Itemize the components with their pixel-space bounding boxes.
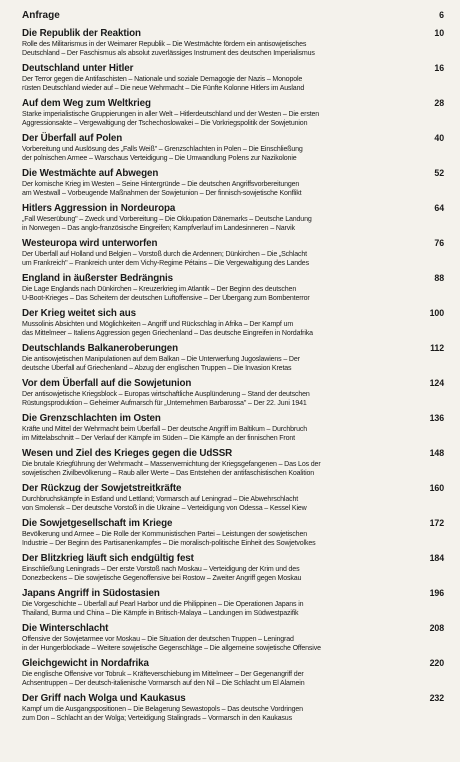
toc-entry-heading <box>22 27 444 40</box>
chapter-page-number: 124 <box>429 378 444 388</box>
toc-entries <box>22 27 444 723</box>
toc-entry-heading <box>22 622 444 635</box>
toc-entry <box>22 622 444 653</box>
chapter-summary-line: Offensive der Sowjetarmee vor Moskau – Die Situation der deutschen Truppen – Leningrad <box>22 636 294 643</box>
chapter-summary-line: das Mittelmeer – Italiens Aggression gegen Griechenland – Das deutsche Eingreifen in Nordafrika <box>22 330 313 337</box>
chapter-title: Hitlers Aggression in Nordeuropa <box>22 203 176 214</box>
intro-page-number: 6 <box>439 10 444 20</box>
chapter-summary-line: deutsche Überfall auf Griechenland – Abzug der englischen Truppen – Die Invasion Kretas <box>22 365 292 372</box>
chapter-title: Japans Angriff in Südostasien <box>22 588 160 599</box>
chapter-summary-line: in Norwegen – Das anglo-französische Eingreifen; Kampfverlauf im Landesinneren – Narvik <box>22 225 295 232</box>
chapter-title: Die Westmächte auf Abwegen <box>22 168 159 179</box>
toc-entry-heading <box>22 412 444 425</box>
chapter-page-number: 184 <box>429 553 444 563</box>
chapter-summary-line: Einschließung Leningrads – Der erste Vorstoß nach Moskau – Verteidigung der Krim und des <box>22 566 300 573</box>
chapter-summary-line: der polnischen Armee – Warschaus Verteidigung – Die Umwandlung Polens zur Nazikolonie <box>22 155 297 162</box>
toc-entry-heading <box>22 237 444 250</box>
chapter-page-number: 28 <box>434 98 444 108</box>
chapter-page-number: 172 <box>429 518 444 528</box>
chapter-summary-line: von Smolensk – Der deutsche Vorstoß in die Ukraine – Verteidigung von Odessa – Kessel Kiew <box>22 505 307 512</box>
chapter-page-number: 196 <box>429 588 444 598</box>
toc-entry-heading <box>22 132 444 145</box>
chapter-summary-line: um Frankreich" – Frankreich unter dem Vichy-Regime Pétains – Die Vergewaltigung des Landes <box>22 260 309 267</box>
chapter-summary-line: rüsten Deutschland wieder auf – Die neue Wehrmacht – Die Fünfte Kolonne Hitlers im Ausland <box>22 85 305 92</box>
chapter-title: Die Grenzschlachten im Osten <box>22 413 161 424</box>
chapter-title: Der Griff nach Wolga und Kaukasus <box>22 693 186 704</box>
chapter-page-number: 232 <box>429 693 444 703</box>
chapter-summary-line: Der Überfall auf Holland und Belgien – Vorstoß durch die Ardennen; Dünkirchen – Die „Schlacht <box>22 251 307 258</box>
chapter-page-number: 88 <box>434 273 444 283</box>
chapter-summary-line: in der Hungerblockade – Weitere sowjetische Gegenschläge – Die allgemeine sowjetische Offensive <box>22 645 321 652</box>
chapter-title: Auf dem Weg zum Weltkrieg <box>22 98 151 109</box>
chapter-page-number: 64 <box>434 203 444 213</box>
chapter-page-number: 52 <box>434 168 444 178</box>
chapter-summary-line: Kampf um die Ausgangspositionen – Die Belagerung Sewastopols – Das deutsche Vordringen <box>22 706 303 713</box>
toc-entry <box>22 27 444 58</box>
chapter-page-number: 208 <box>429 623 444 633</box>
chapter-summary-line: Donezbeckens – Die sowjetische Gegenoffensive bei Rostow – Zweiter Angriff gegen Moskau <box>22 575 302 582</box>
toc-entry-heading <box>22 657 444 670</box>
toc-entry <box>22 377 444 408</box>
toc-entry <box>22 692 444 723</box>
toc-entry-heading <box>22 482 444 495</box>
chapter-page-number: 160 <box>429 483 444 493</box>
chapter-title: Westeuropa wird unterworfen <box>22 238 158 249</box>
toc-entry-heading <box>22 517 444 530</box>
toc-entry <box>22 202 444 233</box>
chapter-title: England in äußerster Bedrängnis <box>22 273 173 284</box>
toc-entry <box>22 587 444 618</box>
chapter-summary-line: Die Lage Englands nach Dünkirchen – Kreuzerkrieg im Atlantik – Der Beginn des deutschen <box>22 286 297 293</box>
toc-entry-heading <box>22 62 444 75</box>
toc-entry-heading <box>22 307 444 320</box>
chapter-summary-line: sowjetischen Zivilbevölkerung – Raub aller Werte – Das Entstehen der antifaschistischen Koalition <box>22 470 315 477</box>
toc-entry-heading <box>22 447 444 460</box>
chapter-title: Deutschland unter Hitler <box>22 63 134 74</box>
chapter-title: Die Sowjetgesellschaft im Kriege <box>22 518 173 529</box>
chapter-summary-line: Aggressionsakte – Vergewaltigung der Tschechoslowakei – Die Vorkriegspolitik der Sowjetunion <box>22 120 308 127</box>
chapter-title: Wesen und Ziel des Krieges gegen die UdSSR <box>22 448 233 459</box>
chapter-summary-line: Deutschland – Der Faschismus als absolut zuverlässiges Instrument des deutschen Imperialismus <box>22 50 315 57</box>
chapter-summary-line: Die brutale Kriegführung der Wehrmacht – Massenvernichtung der Kriegsgefangenen – Das Los der <box>22 461 321 468</box>
chapter-summary-line: Durchbruchskämpfe in Estland und Lettland; Vormarsch auf Leningrad – Die Abwehrschlacht <box>22 496 299 503</box>
toc-entry-heading <box>22 587 444 600</box>
chapter-summary-line: Der komische Krieg im Westen – Seine Hintergründe – Die deutschen Angriffsvorbereitungen <box>22 181 300 188</box>
chapter-summary-line: Bevölkerung und Armee – Die Rolle der Kommunistischen Partei – Leistungen der sowjetischen <box>22 531 307 538</box>
chapter-title: Deutschlands Balkaneroberungen <box>22 343 178 354</box>
chapter-summary-line: im Mittelabschnitt – Der Verlauf der Kämpfe im Süden – Die Kämpfe an der finnischen Front <box>22 435 295 442</box>
chapter-summary-line: am Westwall – Vorbeugende Maßnahmen der Sowjetunion – Der finnisch-sowjetische Konflikt <box>22 190 302 197</box>
toc-entry <box>22 307 444 338</box>
toc-entry-heading <box>22 377 444 390</box>
chapter-summary-line: Industrie – Der Beginn des Partisanenkampfes – Die moralisch-politische Einheit des Sowjetvolkes <box>22 540 316 547</box>
chapter-title: Der Überfall auf Polen <box>22 133 123 144</box>
chapter-page-number: 112 <box>430 343 444 353</box>
chapter-title: Der Rückzug der Sowjetstreitkräfte <box>22 483 182 494</box>
toc-entry <box>22 62 444 93</box>
chapter-title: Die Republik der Reaktion <box>22 28 141 39</box>
toc-entry <box>22 657 444 688</box>
chapter-summary-line: zum Don – Schlacht an der Wolga; Verteidigung Stalingrads – Vormarsch in den Kaukasus <box>22 715 292 722</box>
chapter-summary-line: Mussolinis Absichten und Möglichkeiten – Angriff und Rückschlag in Afrika – Der Kampf um <box>22 321 294 328</box>
chapter-summary-line: Die englische Offensive vor Tobruk – Kräfteverschiebung im Mittelmeer – Der Gegenangriff der <box>22 671 304 678</box>
chapter-summary-line: Rolle des Militarismus in der Weimarer Republik – Die Westmächte fördern ein antisowjetisches <box>22 41 307 48</box>
chapter-title: Gleichgewicht in Nordafrika <box>22 658 149 669</box>
intro-title: Anfrage <box>22 10 60 21</box>
chapter-page-number: 100 <box>429 308 444 318</box>
toc-entry-heading <box>22 692 444 705</box>
chapter-page-number: 40 <box>434 133 444 143</box>
toc-entry <box>22 517 444 548</box>
chapter-title: Der Blitzkrieg läuft sich endgültig fest <box>22 553 194 564</box>
chapter-page-number: 136 <box>429 413 444 423</box>
chapter-summary-line: „Fall Weserübung" – Zweck und Vorbereitung – Die Okkupation Dänemarks – Deutsche Landung <box>22 216 312 223</box>
chapter-summary-line: Thailand, Burma und China – Die Kämpfe in Britisch-Malaya – Landungen im Südwestpazifik <box>22 610 299 617</box>
chapter-summary-line: U-Boot-Krieges – Das Scheitern der deutschen Luftoffensive – Der Übergang zum Bombenterror <box>22 295 310 302</box>
toc-entry-heading <box>22 97 444 110</box>
chapter-page-number: 16 <box>434 63 444 73</box>
toc-entry <box>22 482 444 513</box>
chapter-title: Der Krieg weitet sich aus <box>22 308 137 319</box>
toc-entry <box>22 447 444 478</box>
toc-entry <box>22 412 444 443</box>
chapter-summary-line: Der antisowjetische Kriegsblock – Europas wirtschaftliche Ausplünderung – Stand der deutschen <box>22 391 310 398</box>
chapter-page-number: 10 <box>434 28 444 38</box>
chapter-summary-line: Die Vorgeschichte – Überfall auf Pearl Harbor und die Philippinen – Die Operationen Japans in <box>22 601 304 608</box>
chapter-summary-line: Vorbereitung und Auslösung des „Falls Weiß" – Grenzschlachten in Polen – Die Einschließung <box>22 146 303 153</box>
chapter-summary-line: Der Terror gegen die Antifaschisten – Nationale und soziale Demagogie der Nazis – Monopole <box>22 76 303 83</box>
chapter-page-number: 220 <box>429 658 444 668</box>
chapter-summary-line: Die antisowjetischen Manipulationen auf dem Balkan – Die Unterwerfung Jugoslawiens – Der <box>22 356 300 363</box>
chapter-summary-line: Achsentruppen – Der deutsch-italienische Vormarsch auf den Nil – Die Schlacht um El Alamein <box>22 680 305 687</box>
toc-entry <box>22 132 444 163</box>
toc-entry-heading <box>22 342 444 355</box>
toc-entry <box>22 342 444 373</box>
toc-entry <box>22 167 444 198</box>
chapter-page-number: 148 <box>429 448 444 458</box>
toc-entry-heading <box>22 202 444 215</box>
chapter-page-number: 76 <box>434 238 444 248</box>
toc-entry-heading <box>22 167 444 180</box>
toc-entry <box>22 272 444 303</box>
toc-entry <box>22 552 444 583</box>
chapter-summary-line: Starke imperialistische Gruppierungen in aller Welt – Hitlerdeutschland und der Westen – Die ersten <box>22 111 320 118</box>
toc-intro-row <box>22 10 444 21</box>
toc-entry-heading <box>22 272 444 285</box>
toc-entry-heading <box>22 552 444 565</box>
chapter-title: Vor dem Überfall auf die Sowjetunion <box>22 378 192 389</box>
toc-entry <box>22 237 444 268</box>
chapter-summary-line: Kräfte und Mittel der Wehrmacht beim Überfall – Der deutsche Angriff im Baltikum – Durchbruch <box>22 426 308 433</box>
chapter-title: Die Winterschlacht <box>22 623 109 634</box>
toc-entry <box>22 97 444 128</box>
chapter-summary-line: Rüstungsproduktion – Geheimer Aufmarsch für „Unternehmen Barbarossa" – Der 22. Juni 1941 <box>22 400 307 407</box>
